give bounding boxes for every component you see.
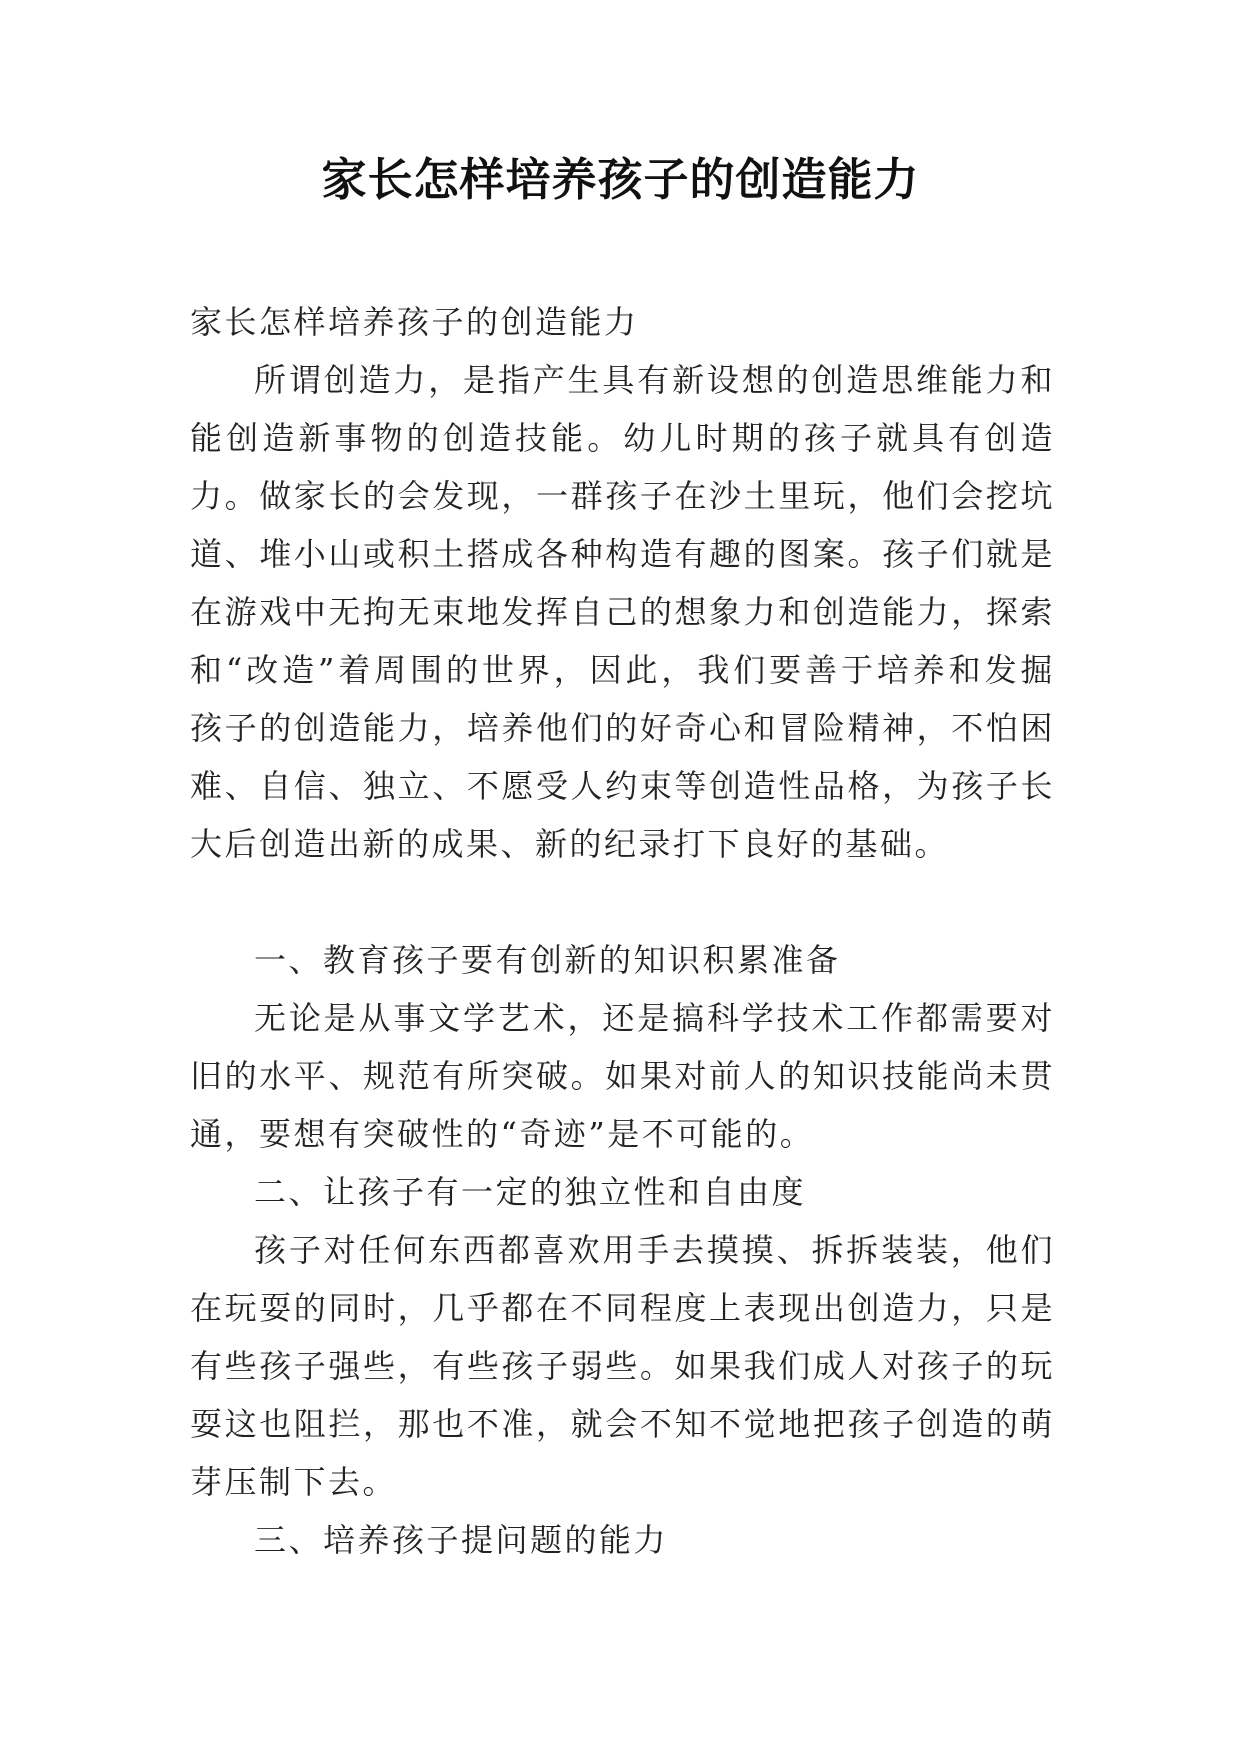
paragraph-spacer — [190, 873, 1055, 931]
document-subtitle: 家长怎样培养孩子的创造能力 — [190, 303, 639, 341]
section-heading-2: 二、让孩子有一定的独立性和自由度 — [254, 1173, 807, 1211]
intro-paragraph: 所谓创造力，是指产生具有新设想的创造思维能力和能创造新事物的创造技能。幼儿时期的孩子就具有创造力。做家长的会发现，一群孩子在沙土里玩，他们会挖坑道、堆小山或积土搭成各种构造有趣的图案。孩子们就是在游戏中无拘无束地发挥自己的想象力和创造能力，探索和“改造”着周围的世界，因此，我们要善于培养和发掘孩子的创造能力，培养他们的好奇心和冒险精神，不怕困难、自信、独立、不愿受人约束等创造性品格，为孩子长大后创造出新的成果、新的纪录打下良好的基础。 — [190, 361, 1055, 863]
section-heading-1: 一、教育孩子要有创新的知识积累准备 — [254, 941, 841, 979]
section-paragraph-2: 孩子对任何东西都喜欢用手去摸摸、拆拆装装，他们在玩耍的同时，几乎都在不同程度上表现出创造力，只是有些孩子强些，有些孩子弱些。如果我们成人对孩子的玩耍这也阻拦，那也不准，就会不知不觉地把孩子创造的萌芽压制下去。 — [190, 1231, 1055, 1501]
section-paragraph-1: 无论是从事文学艺术，还是搞科学技术工作都需要对旧的水平、规范有所突破。如果对前人的知识技能尚未贯通，要想有突破性的“奇迹”是不可能的。 — [190, 999, 1055, 1153]
section-heading-3: 三、培养孩子提问题的能力 — [254, 1521, 669, 1559]
document-title: 家长怎样培养孩子的创造能力 — [321, 153, 920, 206]
document-body — [190, 293, 1055, 1569]
